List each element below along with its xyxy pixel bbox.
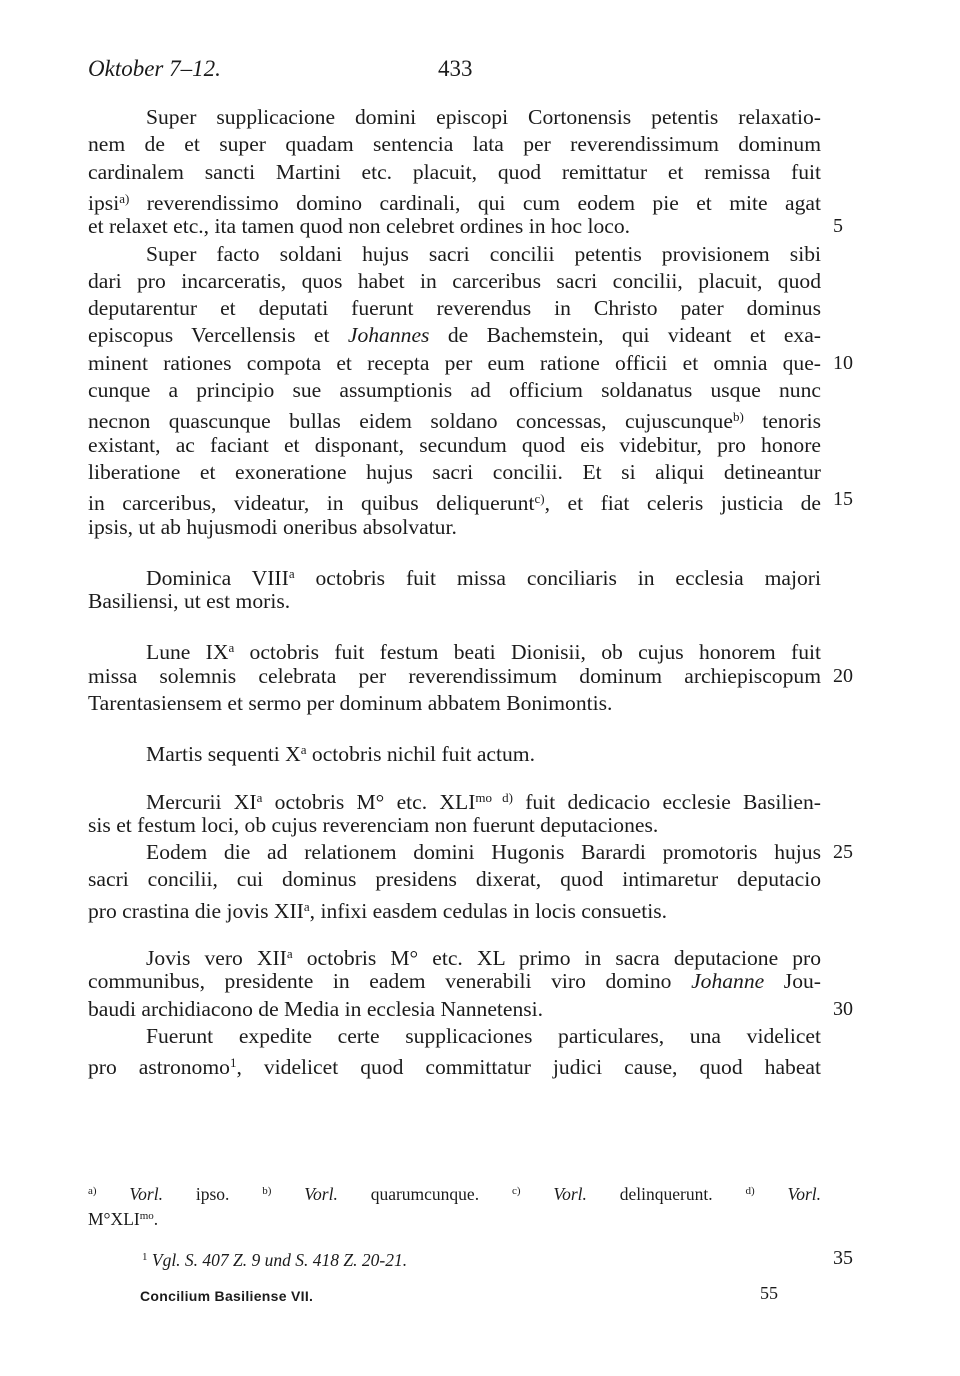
line-segment: octobris M° etc. XL primo in sacra deputacione pro (292, 946, 821, 970)
sheet-number: 55 (760, 1283, 778, 1303)
line-segment: 1 (229, 1055, 237, 1070)
line-segment: Lune IX (146, 640, 229, 664)
line-segment: octobris nichil fuit actum. (306, 742, 536, 766)
page-number: 433 (438, 56, 473, 81)
text-line (88, 320, 821, 350)
text-line: minent rationes compota et recepta per eum ratione officii et omnia que- (88, 351, 821, 375)
text-line: sis et festum loci, ob cujus reverenciam non fuerunt deputaciones. (88, 813, 659, 837)
text-line (88, 1048, 821, 1082)
line-segment: octobris M° etc. XLI (262, 790, 476, 814)
text-line (88, 966, 821, 996)
line-segment: Martis sequenti X (146, 742, 301, 766)
running-header: Oktober 7–12. (88, 56, 221, 81)
line-number: 30 (833, 998, 853, 1020)
line-number: 10 (833, 352, 853, 374)
volume-title: Concilium Basiliense VII. (140, 1288, 314, 1304)
line-segment: Johanne (691, 969, 765, 993)
line-segment: tenoris (743, 409, 821, 433)
line-segment: in carceribus, videatur, in quibus deliquerunt (88, 491, 535, 515)
line-segment: episcopus Vercellensis et (88, 323, 348, 347)
line-segment: , infixi easdem cedulas in locis consuetis. (309, 899, 668, 923)
text-line: cunque a principio sue assumptionis ad officium soldanatus usque nunc (88, 378, 821, 402)
line-segment: Dominica VIII (146, 566, 289, 590)
line-segment: Mercurii XI (146, 790, 257, 814)
line-number: 5 (833, 215, 843, 237)
footnote-d: $^{d)}$ Vorl. (745, 1184, 822, 1204)
line-segment: a (228, 640, 235, 655)
text-line: sacri concilii, cui dominus presidens dixerat, quod intimaretur deputacio (88, 867, 821, 891)
line-segment: octobris fuit missa conciliaris in ecclesia majori (294, 566, 821, 590)
line-segment: pro astronomo (88, 1055, 230, 1079)
line-segment: a (300, 742, 307, 757)
line-segment: Johannes (347, 323, 430, 347)
text-line: Fuerunt expedite certe supplicaciones particulares, una videlicet (146, 1024, 821, 1048)
line-segment: de Bachemstein, qui videant et exa- (429, 323, 821, 347)
footnote-b: $^{b)}$ Vorl. quarumcunque. (262, 1184, 480, 1204)
line-segment: ipsi (88, 191, 120, 215)
line-number: 35 (833, 1247, 853, 1269)
text-line: existant, ac faciant et disponant, secundum quod eis videbitur, pro honore (88, 433, 821, 457)
line-segment: a (256, 790, 263, 805)
text-line: cardinalem sancti Martini etc. placuit, quod remittatur et remissa fuit (88, 160, 821, 184)
line-segment: Jou- (764, 969, 821, 993)
text-line: dari pro incarceratis, quos habet in carceribus sacri concilii, placuit, quod (88, 269, 821, 293)
line-segment: a (303, 899, 310, 914)
footnote-reference: $^1$ Vgl. S. 407 Z. 9 und S. 418 Z. 20-21. (142, 1250, 408, 1270)
line-segment: pro crastina die jovis XII (88, 899, 304, 923)
line-segment: c) (534, 491, 545, 506)
line-segment: b) (732, 409, 744, 424)
text-line: et relaxet etc., ita tamen quod non celebret ordines in hoc loco. (88, 214, 631, 238)
footnote-d-continuation: M°XLI$^{mo}$. (88, 1209, 159, 1229)
footnote-a: $^{a)}$ Vorl. ipso. (88, 1184, 230, 1204)
text-line (146, 735, 821, 769)
text-line: ipsis, ut ab hujusmodi oneribus absolvatur. (88, 515, 457, 539)
text-line: nem de et super quadam sentencia lata per reverendissimum dominum (88, 132, 821, 156)
line-segment: , et fiat celeris justicia de (544, 491, 821, 515)
text-line: Tarentasiensem et sermo per dominum abbatem Bonimontis. (88, 691, 613, 715)
line-number: 25 (833, 841, 853, 863)
text-line: Super facto soldani hujus sacri concilii petentis provisionem sibi (146, 242, 821, 266)
line-segment: necnon quascunque bullas eidem soldano concessas, cujuscunque (88, 409, 733, 433)
line-segment: fuit dedicacio ecclesie Basilien- (512, 790, 822, 814)
line-segment: a (288, 566, 295, 581)
text-line: Super supplicacione domini episcopi Cortonensis petentis relaxatio- (146, 105, 821, 129)
line-segment: Jovis vero XII (146, 946, 287, 970)
line-number: 20 (833, 665, 853, 687)
line-segment: a (286, 946, 293, 961)
footnote-c: $^{c)}$ Vorl. delinquerunt. (511, 1184, 713, 1204)
line-segment: a) (119, 191, 130, 206)
line-segment: octobris fuit festum beati Dionisii, ob cujus honorem fuit (234, 640, 821, 664)
line-segment: , videlicet quod committatur judici cause, quod habeat (236, 1055, 821, 1079)
text-line: deputarentur et deputati fuerunt reverendus in Christo pater dominus (88, 296, 821, 320)
line-segment: mo d) (475, 790, 513, 805)
text-line: Eodem die ad relationem domini Hugonis Barardi promotoris hujus (146, 840, 821, 864)
line-segment: reverendissimo domino cardinali, qui cum eodem pie et mite agat (129, 191, 821, 215)
text-line: Basiliensi, ut est moris. (88, 589, 291, 613)
line-number: 15 (833, 488, 853, 510)
line-segment: communibus, presidente in eadem venerabili viro domino (88, 969, 692, 993)
text-line: baudi archidiacono de Media in ecclesia Nannetensi. (88, 997, 544, 1021)
text-line: liberatione et exoneratione hujus sacri concilii. Et si aliqui detineantur (88, 460, 821, 484)
text-line (88, 892, 821, 926)
text-line: missa solemnis celebrata per reverendissimum dominum archiepiscopum (88, 664, 821, 688)
